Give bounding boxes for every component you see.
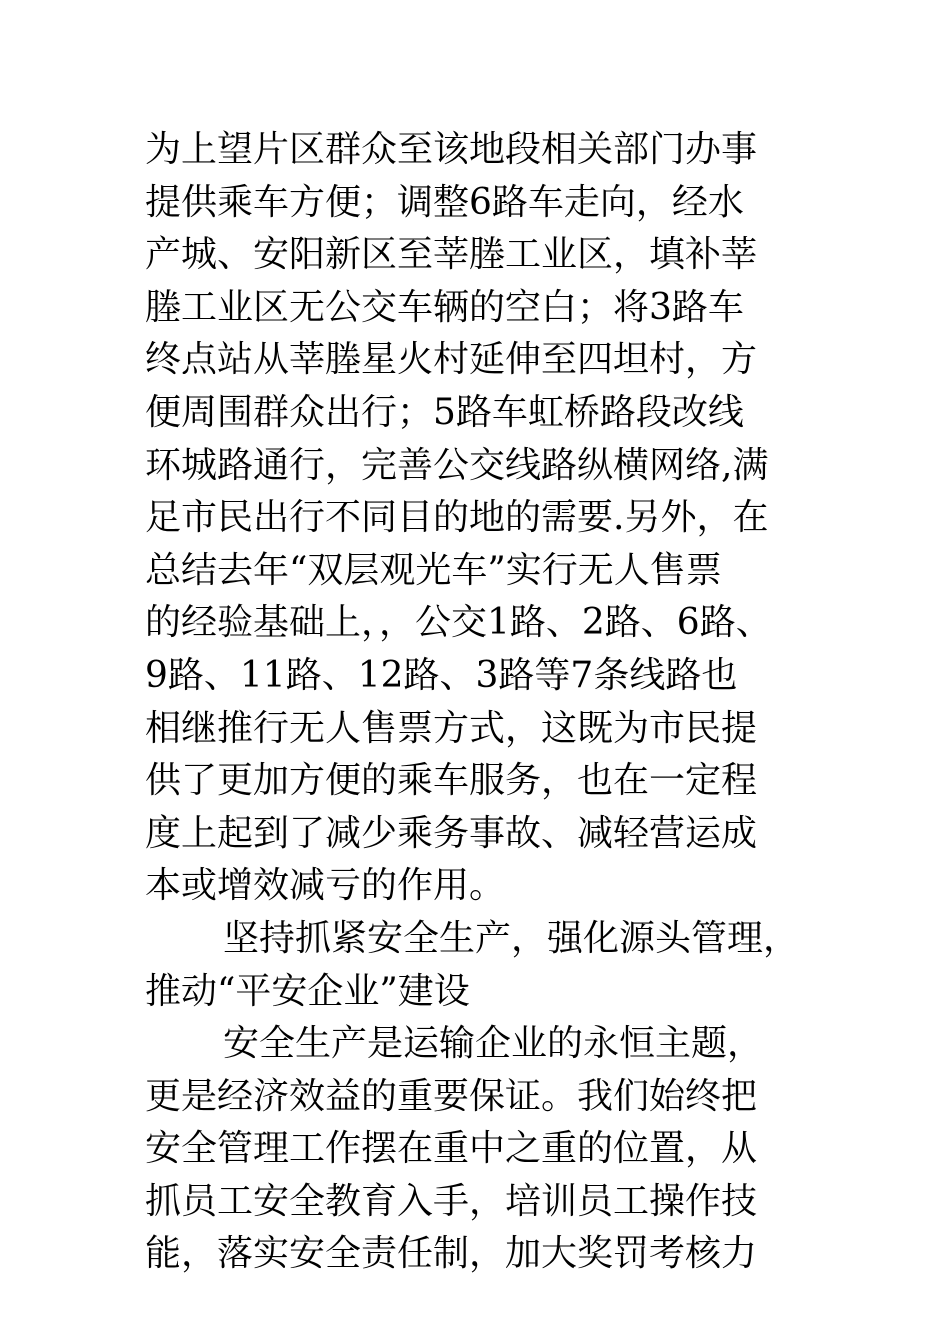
text-line: 供了更加方便的乘车服务，也在一定程 [145, 760, 758, 802]
paragraph-safety [145, 1018, 845, 1281]
text-line: 9路、11路、12路、3路等7条线路也 [145, 654, 738, 696]
text-line: 提供乘车方便；调整6路车走向，经水 [145, 181, 744, 223]
text-line: 便周围群众出行；5路车虹桥路段改线 [145, 391, 744, 433]
text-line: 安全生产是运输企业的永恒主题， [223, 1023, 764, 1065]
text-line: 相继推行无人售票方式，这既为市民提 [145, 707, 758, 749]
text-line: 的经验基础上，，公交1路、2路、6路、 [145, 602, 772, 644]
text-line: 更是经济效益的重要保证。我们始终把 [145, 1075, 758, 1117]
text-line: 足市民出行不同目的地的需要.另外，在 [145, 497, 769, 539]
text-line: 安全管理工作摆在重中之重的位置，从 [145, 1128, 758, 1170]
document-body [145, 124, 845, 1281]
text-line: 终点站从莘塍星火村延伸至四坦村，方 [145, 339, 758, 381]
paragraph-bus-routes [145, 124, 845, 913]
heading-line: 推动“平安企业”建设 [145, 970, 470, 1012]
text-line: 为上望片区群众至该地段相关部门办事 [145, 129, 758, 170]
text-line: 总结去年“双层观光车”实行无人售票 [145, 549, 722, 591]
text-line: 产城、安阳新区至莘塍工业区，填补莘 [145, 234, 758, 276]
text-line: 塍工业区无公交车辆的空白；将3路车 [145, 286, 744, 328]
text-line: 环城路通行，完善公交线路纵横网络,满 [145, 444, 769, 486]
text-line: 能，落实安全责任制，加大奖罚考核力 [145, 1233, 758, 1275]
text-line: 本或增效减亏的作用。 [145, 865, 506, 907]
text-line: 度上起到了减少乘务事故、减轻营运成 [145, 812, 758, 854]
section-heading-safety [145, 913, 845, 1018]
text-line: 抓员工安全教育入手，培训员工操作技 [145, 1180, 758, 1222]
heading-line: 坚持抓紧安全生产，强化源头管理， [223, 917, 800, 959]
